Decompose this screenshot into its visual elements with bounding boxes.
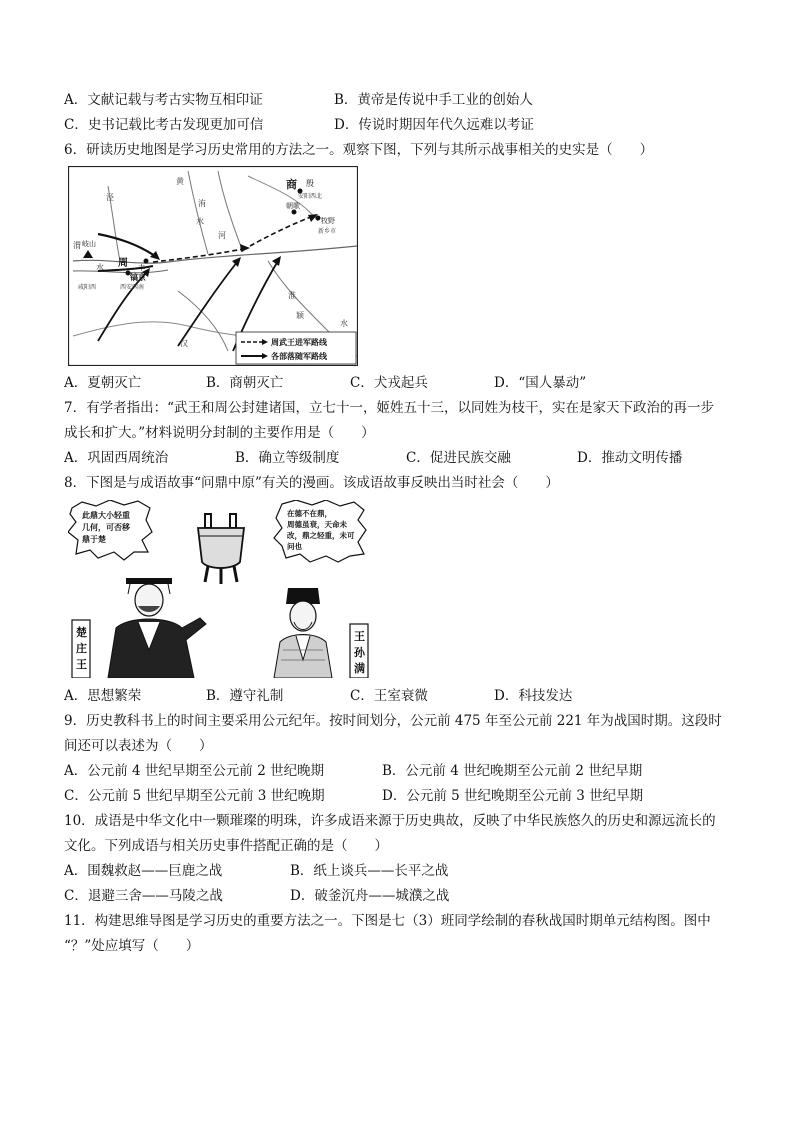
king-zhuang-figure xyxy=(108,578,206,678)
label-right-char1: 王 xyxy=(354,630,365,643)
map-label-wei: 渭 xyxy=(73,241,81,250)
map-label-shang: 商 xyxy=(286,178,297,191)
map-label-zhou: 周 xyxy=(118,258,128,269)
map-label-wei2: 洧 xyxy=(198,199,206,208)
q7-stem-line1: 7．有学者指出：“武王和周公封建诸国，立七十一，姬姓五十三，以同姓为枝干，实在是家天下政治的再一步 xyxy=(64,400,714,416)
map-label-yin: 殷 xyxy=(306,179,314,188)
map-label-he: 河 xyxy=(218,231,226,240)
q9-stem-line2: 间还可以表述为（ ） xyxy=(64,738,213,754)
bubble-right-line4: 问也 xyxy=(287,542,302,551)
q9-option-c: C．公元前 5 世纪早期至公元前 3 世纪晚期 xyxy=(64,788,325,804)
q6-map xyxy=(68,166,358,366)
q6-option-a: A．夏朝灭亡 xyxy=(64,375,142,391)
q10-option-b: B．纸上谈兵——长平之战 xyxy=(290,863,449,879)
map-label-shui1: 水 xyxy=(96,263,104,272)
map-svg xyxy=(68,166,358,366)
q9-option-b: B．公元前 4 世纪晚期至公元前 2 世纪早期 xyxy=(382,763,643,779)
map-label-shui2: 水 xyxy=(340,319,348,328)
map-label-jing: 泾 xyxy=(106,193,114,202)
map-label-muye: 牧野 xyxy=(321,217,335,225)
ding-vessel-icon xyxy=(198,514,244,584)
q9-stem-line1: 9．历史教科书上的时间主要采用公元纪年。按时间划分，公元前 475 年至公元前 221 年为战国时期。这段时 xyxy=(64,713,722,729)
map-legend-tribes: 各部落随军路线 xyxy=(271,352,327,361)
q5-option-b: B．黄帝是传说中手工业的创始人 xyxy=(334,92,533,108)
q6-stem: 6．研读历史地图是学习历史常用的方法之一。观察下图，下列与其所示战事相关的史实是（ ） xyxy=(64,142,654,158)
map-label-huang: 黄 xyxy=(176,177,184,186)
bubble-left-line3: 鼎于楚 xyxy=(82,535,106,544)
q8-stem: 8．下图是与成语故事“问鼎中原”有关的漫画。该成语故事反映出当时社会（ ） xyxy=(64,475,559,491)
q8-option-a: A．思想繁荣 xyxy=(64,688,142,704)
q5-option-d: D．传说时期因年代久远难以考证 xyxy=(334,117,534,133)
map-label-anyang: 安阳西北 xyxy=(298,193,323,200)
q10-stem-line2: 文化。下列成语与相关历史事件搭配正确的是（ ） xyxy=(64,838,388,854)
label-right-char3: 满 xyxy=(354,662,365,675)
wang-sunman-figure xyxy=(274,588,332,678)
bubble-right-line3: 改，鼎之轻重，未可 xyxy=(287,531,355,540)
comic-svg xyxy=(68,500,388,678)
q6-option-c: C．犬戎起兵 xyxy=(350,375,428,391)
map-label-huai: 淮 xyxy=(288,291,296,300)
q5-option-c: C．史书记载比考古发现更加可信 xyxy=(64,117,264,133)
map-label-qishan: 岐山 xyxy=(82,240,96,248)
map-label-han: 汉 xyxy=(180,339,188,348)
q8-comic xyxy=(68,500,388,678)
q8-option-b: B．遵守礼制 xyxy=(206,688,284,704)
q9-option-d: D．公元前 5 世纪晚期至公元前 3 世纪早期 xyxy=(382,788,644,804)
map-label-ying: 颖 xyxy=(296,311,304,320)
bubble-left-line1: 此鼎大小轻重 xyxy=(82,511,130,520)
bubble-right-line2: 周德虽衰，天命未 xyxy=(287,520,347,529)
q5-option-a: A．文献记载与考古实物互相印证 xyxy=(64,92,263,108)
q7-stem-line2: 成长和扩大。”材料说明分封制的主要作用是（ ） xyxy=(64,425,375,441)
q6-option-b: B．商朝灭亡 xyxy=(206,375,284,391)
q10-option-d: D．破釜沉舟——城濮之战 xyxy=(290,888,450,904)
label-right-char2: 孙 xyxy=(354,646,365,659)
q7-option-c: C．促进民族交融 xyxy=(406,450,511,466)
q7-option-d: D．推动文明传播 xyxy=(577,450,683,466)
map-label-zhaoge: 朝歌 xyxy=(286,202,300,210)
map-label-feng: 丰 xyxy=(138,264,145,272)
q8-option-d: D．科技发达 xyxy=(494,688,573,704)
q9-option-a: A．公元前 4 世纪早期至公元前 2 世纪晚期 xyxy=(64,763,325,779)
q10-option-c: C．退避三舍——马陵之战 xyxy=(64,888,223,904)
map-label-shui3: 水 xyxy=(196,217,204,226)
label-left-char2: 庄 xyxy=(76,642,87,655)
map-label-xian: 西安西南 xyxy=(120,284,145,291)
bubble-right-line1: 在德不在鼎， xyxy=(287,509,332,518)
label-left-char1: 楚 xyxy=(76,626,87,639)
q10-option-a: A．围魏救赵——巨鹿之战 xyxy=(64,863,223,879)
map-label-xinxiang: 新乡市 xyxy=(318,228,337,235)
map-label-xianyang: 咸阳西 xyxy=(78,284,97,291)
q11-stem-line2: “？”处应填写（ ） xyxy=(64,938,200,954)
q8-option-c: C．王室衰微 xyxy=(350,688,428,704)
q11-stem-line1: 11．构建思维导图是学习历史的重要方法之一。下图是七（3）班同学绘制的春秋战国时期单元结构图。图中 xyxy=(64,913,711,929)
q7-option-b: B．确立等级制度 xyxy=(235,450,340,466)
bubble-left-line2: 几何，可否移 xyxy=(82,523,130,532)
q10-stem-line1: 10．成语是中华文化中一颗璀璨的明珠，许多成语来源于历史典故，反映了中华民族悠久的历史和源远流长的 xyxy=(64,813,716,829)
q7-option-a: A．巩固西周统治 xyxy=(64,450,169,466)
label-left-char3: 王 xyxy=(76,658,87,671)
q6-option-d: D．“国人暴动” xyxy=(494,375,587,391)
map-legend-zhouwu: 周武王进军路线 xyxy=(271,338,327,347)
map-label-haojing: 镐京 xyxy=(130,273,146,282)
